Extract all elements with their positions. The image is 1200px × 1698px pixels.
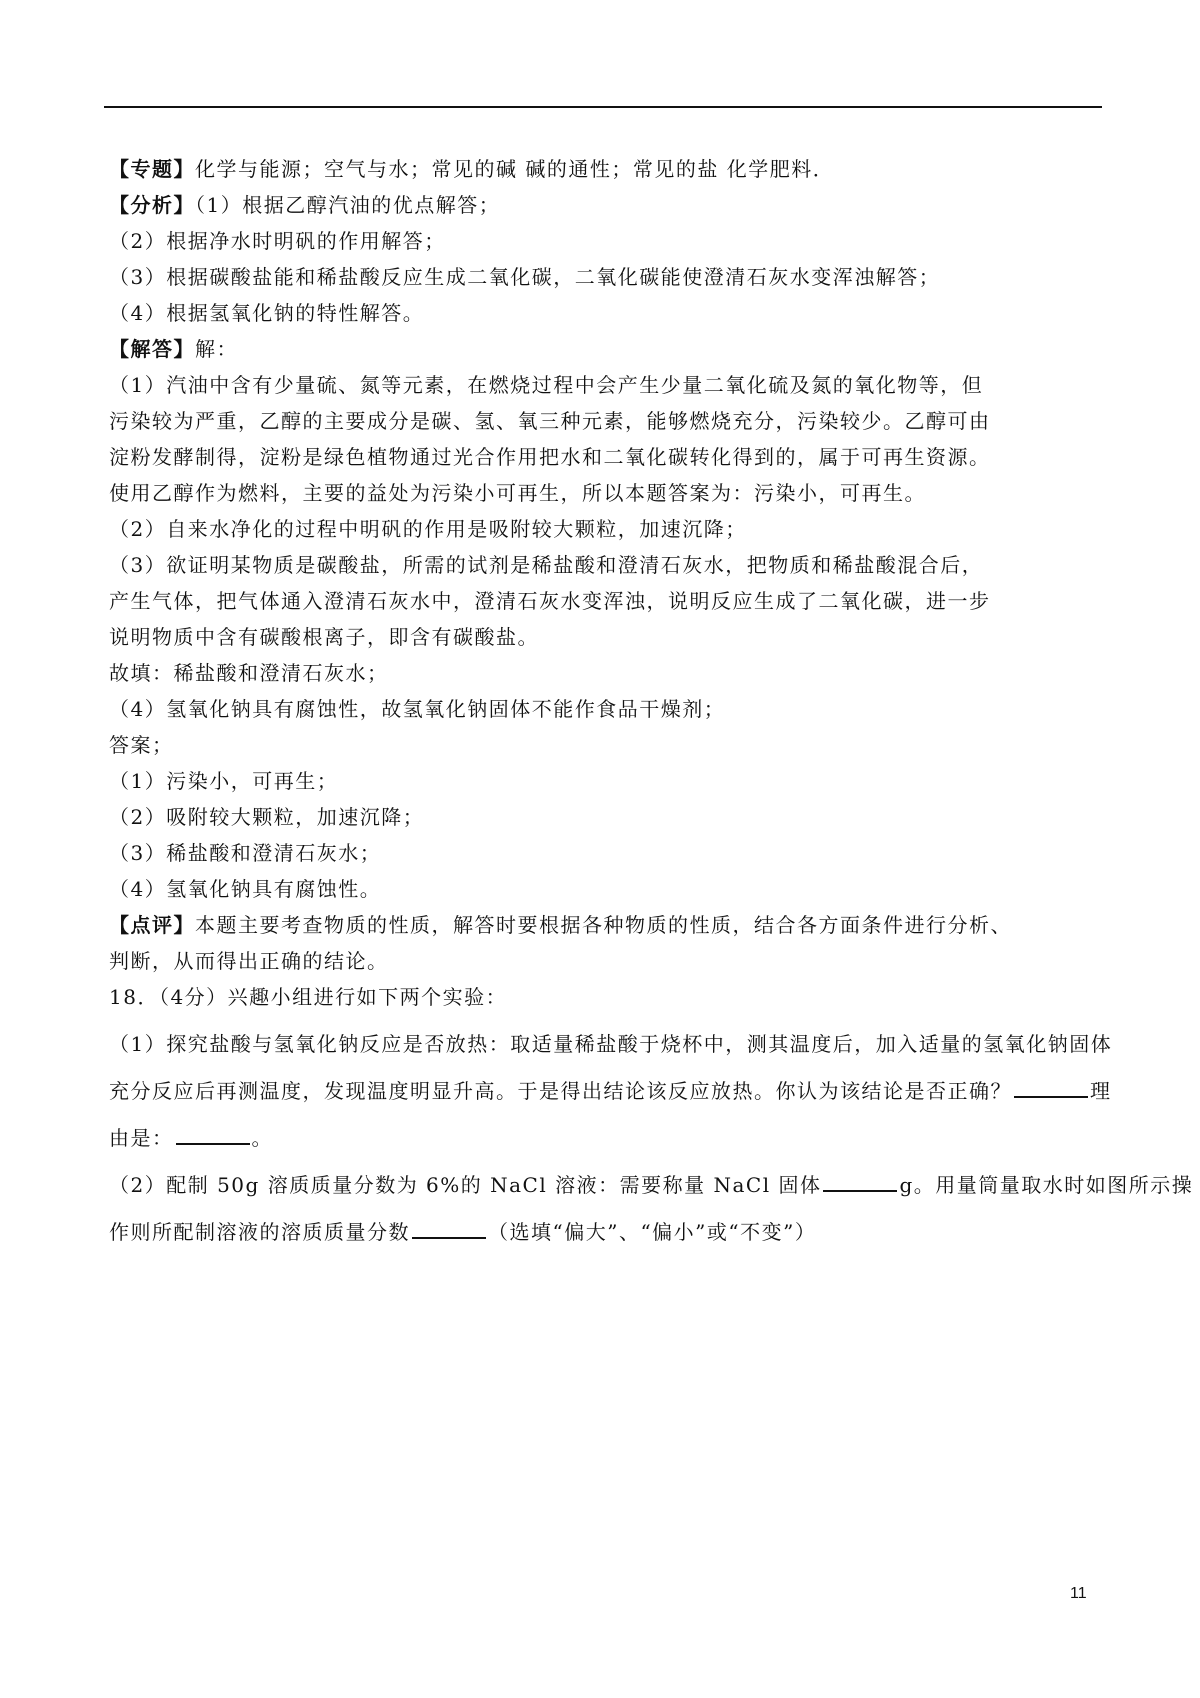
answer-line: （3）稀盐酸和澄清石灰水； bbox=[109, 841, 382, 865]
answer-blank bbox=[823, 1170, 897, 1192]
question-text-segment: 。 bbox=[251, 1126, 273, 1150]
question-text bbox=[109, 1115, 1099, 1162]
question-text-segment: 由是： bbox=[109, 1126, 174, 1150]
question-text bbox=[109, 1068, 1112, 1115]
page-number: 11 bbox=[1070, 1585, 1087, 1602]
question-text bbox=[109, 1209, 1099, 1256]
answer-line: 说明物质中含有碳酸根离子，即含有碳酸盐。 bbox=[109, 625, 539, 649]
topic-line bbox=[109, 151, 1099, 187]
answer-line: 答案； bbox=[109, 733, 174, 757]
analysis-line: （2）根据净水时明矾的作用解答； bbox=[109, 229, 446, 253]
answer-intro: 解： bbox=[195, 337, 238, 361]
topic-text: 化学与能源；空气与水；常见的碱 碱的通性；常见的盐 化学肥料． bbox=[195, 157, 835, 181]
answer-line: （4）氢氧化钠具有腐蚀性。 bbox=[109, 877, 382, 901]
answer-line: 故填：稀盐酸和澄清石灰水； bbox=[109, 661, 389, 685]
answer-blank bbox=[412, 1217, 486, 1239]
answer-line: 污染较为严重，乙醇的主要成分是碳、氢、氧三种元素，能够燃烧充分，污染较少。乙醇可由 bbox=[109, 409, 991, 433]
comment-tag: 【点评】 bbox=[109, 913, 195, 937]
analysis-line bbox=[109, 187, 1099, 223]
question-text: （1）探究盐酸与氢氧化钠反应是否放热：取适量稀盐酸于烧杯中，测其温度后，加入适量的氢氧化钠固体 bbox=[109, 1032, 1113, 1056]
question-text-segment: （选填“偏大”、“偏小”或“不变”） bbox=[488, 1220, 817, 1244]
answer-tag: 【解答】 bbox=[109, 337, 195, 361]
question-title: 18．（4分）兴趣小组进行如下两个实验： bbox=[109, 985, 508, 1009]
answer-line: （3）欲证明某物质是碳酸盐，所需的试剂是稀盐酸和澄清石灰水，把物质和稀盐酸混合后， bbox=[109, 553, 984, 577]
comment-line: 判断，从而得出正确的结论。 bbox=[109, 949, 389, 973]
analysis-line: （4）根据氢氧化钠的特性解答。 bbox=[109, 301, 425, 325]
document-body bbox=[109, 151, 1194, 1256]
analysis-tag: 【分析】 bbox=[109, 193, 195, 217]
answer-line: 淀粉发酵制得，淀粉是绿色植物通过光合作用把水和二氧化碳转化得到的，属于可再生资源。 bbox=[109, 445, 991, 469]
answer-blank bbox=[176, 1123, 250, 1145]
analysis-line: （3）根据碳酸盐能和稀盐酸反应生成二氧化碳，二氧化碳能使澄清石灰水变浑浊解答； bbox=[109, 265, 941, 289]
question-text bbox=[109, 1162, 1194, 1209]
comment-line bbox=[109, 907, 1099, 943]
question-text-segment: （2）配制 50g 溶质质量分数为 6%的 NaCl 溶液：需要称量 NaCl 固体 bbox=[109, 1173, 822, 1197]
analysis-text: （1）根据乙醇汽油的优点解答； bbox=[195, 193, 501, 217]
answer-line: （1）污染小，可再生； bbox=[109, 769, 339, 793]
answer-line: （4）氢氧化钠具有腐蚀性，故氢氧化钠固体不能作食品干燥剂； bbox=[109, 697, 726, 721]
question-text-segment: 作则所配制溶液的溶质质量分数 bbox=[109, 1220, 410, 1244]
header-rule bbox=[104, 106, 1102, 108]
answer-header-line bbox=[109, 331, 1099, 367]
question-text-segment: 充分反应后再测温度，发现温度明显升高。于是得出结论该反应放热。你认为该结论是否正确？ bbox=[109, 1079, 1012, 1103]
answer-blank bbox=[1014, 1076, 1088, 1098]
topic-tag: 【专题】 bbox=[109, 157, 195, 181]
answer-line: （2）自来水净化的过程中明矾的作用是吸附较大颗粒，加速沉降； bbox=[109, 517, 747, 541]
answer-line: （2）吸附较大颗粒，加速沉降； bbox=[109, 805, 425, 829]
answer-line: 产生气体，把气体通入澄清石灰水中，澄清石灰水变浑浊，说明反应生成了二氧化碳，进一步 bbox=[109, 589, 991, 613]
question-text-segment: 理 bbox=[1090, 1079, 1112, 1103]
answer-line: 使用乙醇作为燃料，主要的益处为污染小可再生，所以本题答案为：污染小，可再生。 bbox=[109, 481, 926, 505]
answer-line: （1）汽油中含有少量硫、氮等元素，在燃烧过程中会产生少量二氧化硫及氮的氧化物等，但 bbox=[109, 373, 984, 397]
question-text-segment: g。用量筒量取水时如图所示操 bbox=[899, 1173, 1194, 1197]
comment-text: 本题主要考查物质的性质，解答时要根据各种物质的性质，结合各方面条件进行分析、 bbox=[195, 913, 1012, 937]
